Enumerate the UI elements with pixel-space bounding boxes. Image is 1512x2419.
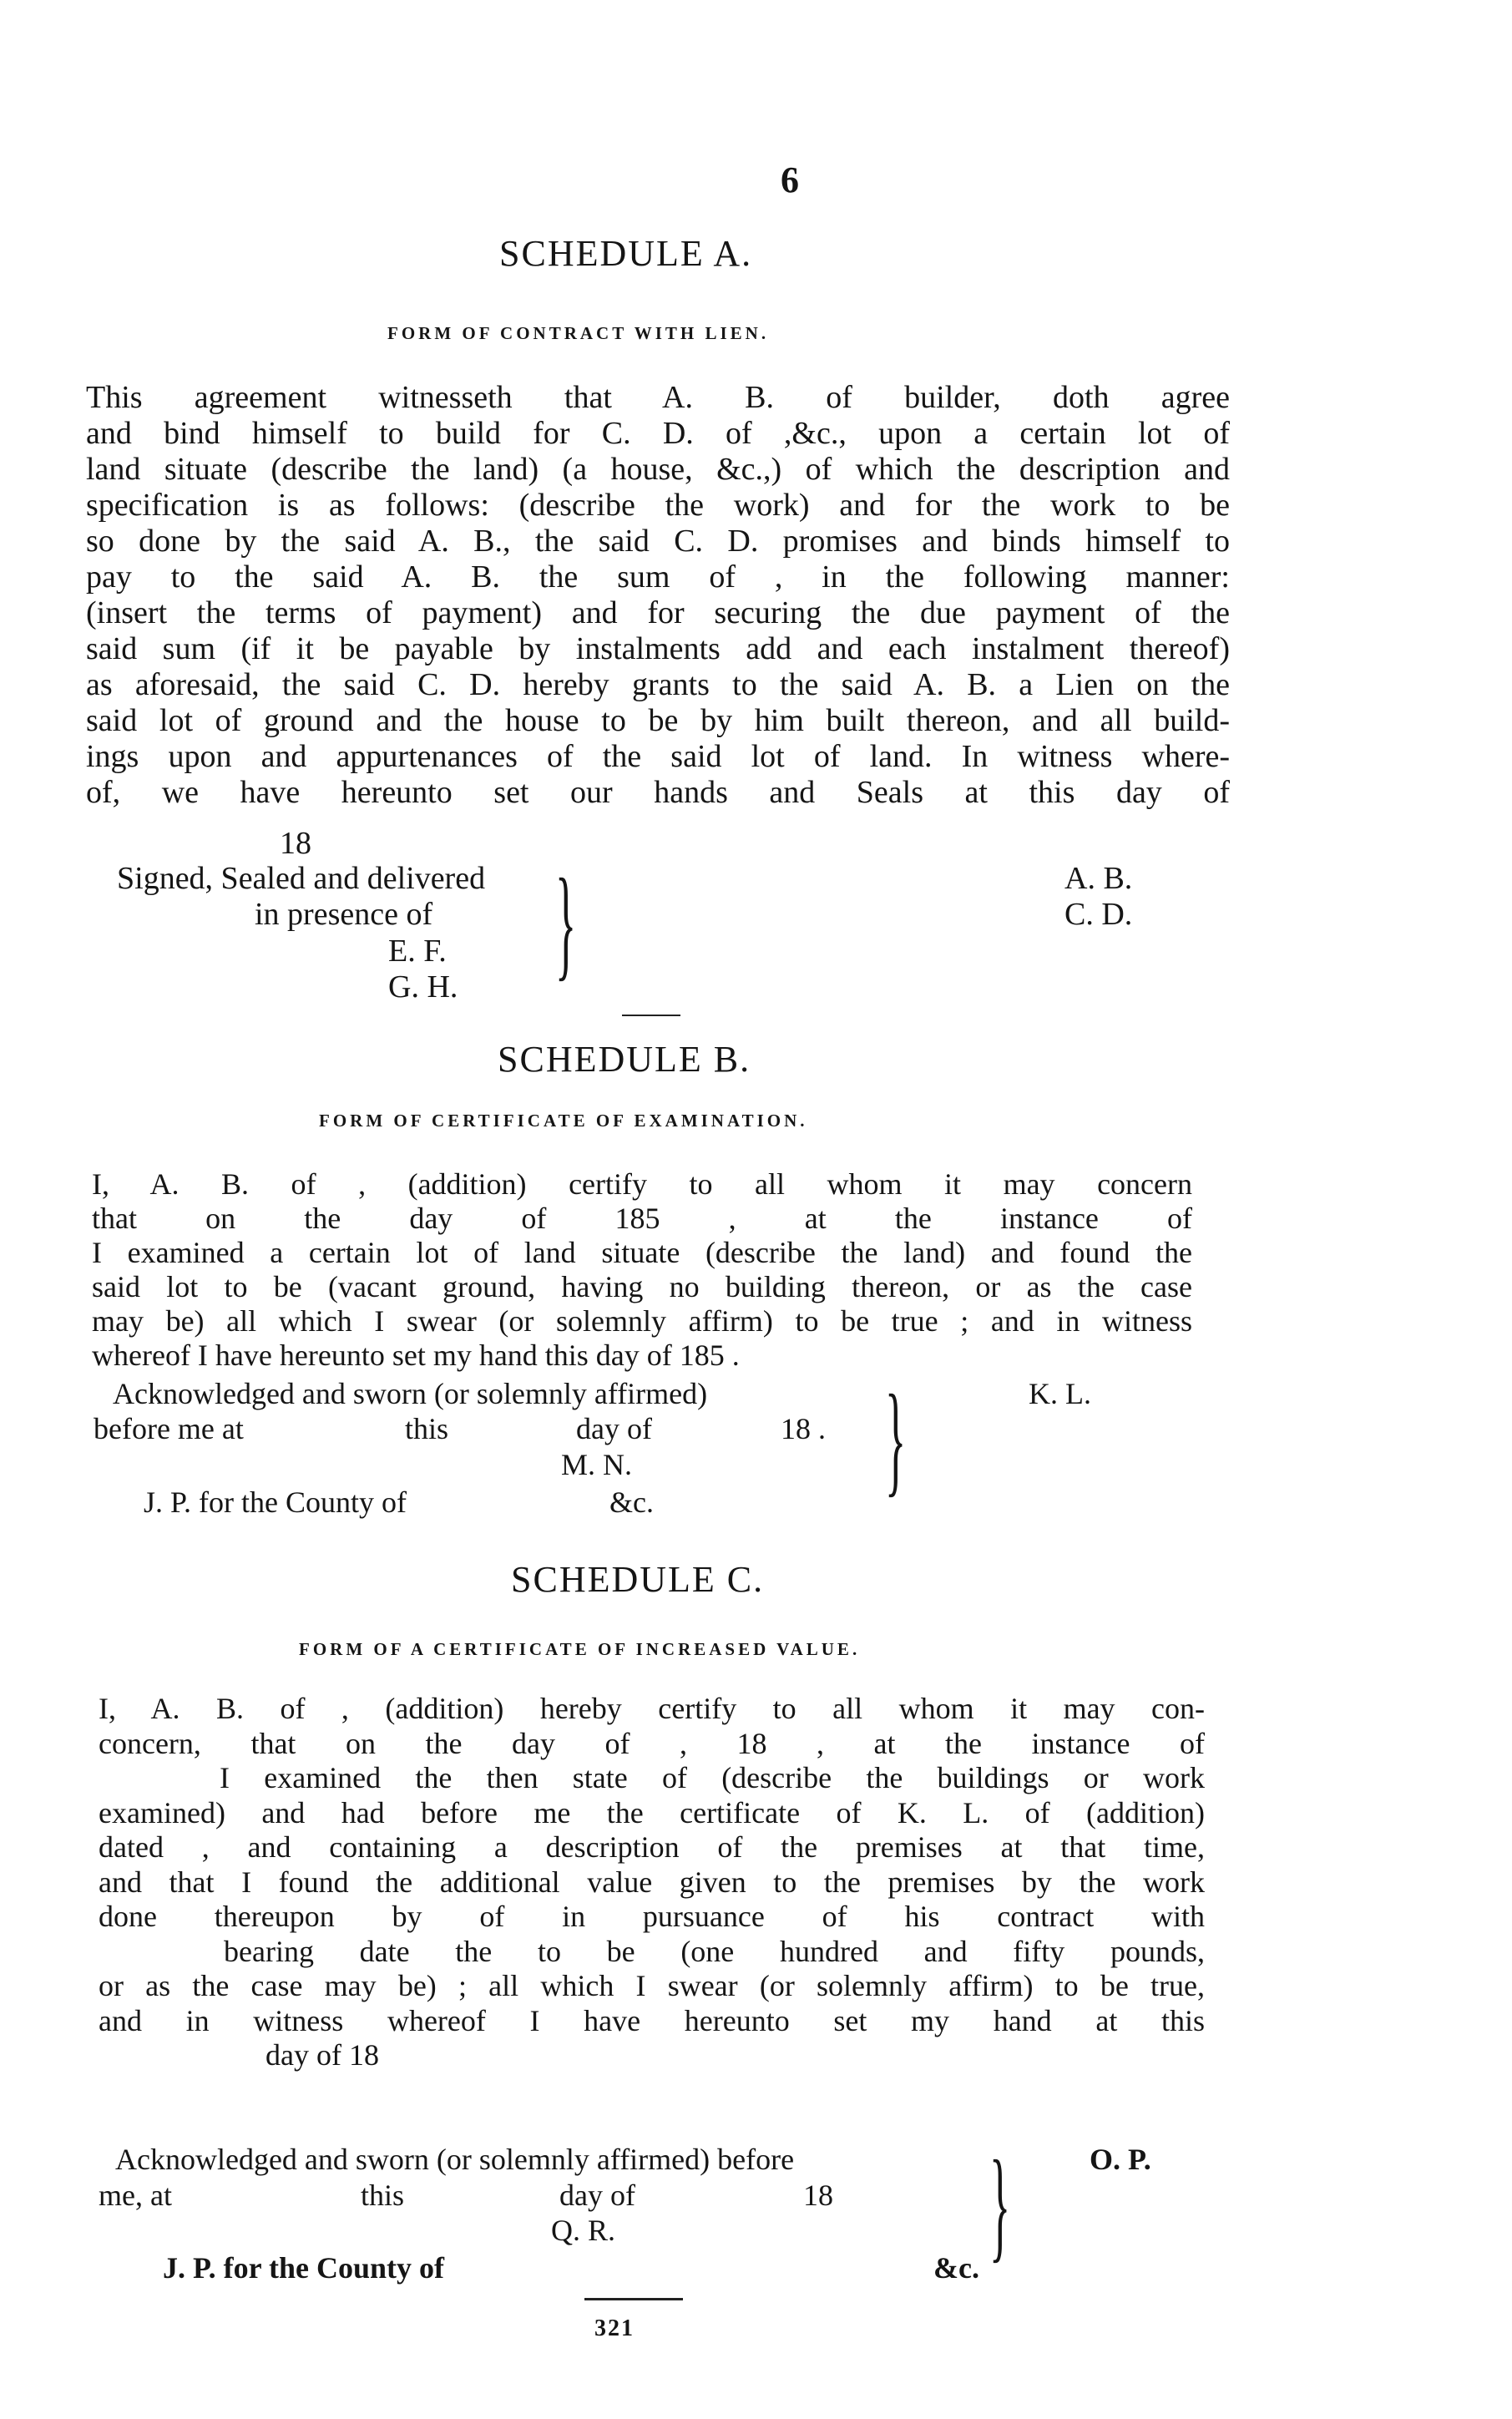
schedule-c-line: I, A. B. of , (addition) hereby certify to all whom it may con- <box>99 1692 1205 1725</box>
party-ab: A. B. <box>1064 861 1133 896</box>
schedule-a-line: so done by the said A. B., the said C. D. promises and binds himself to <box>86 524 1230 559</box>
schedule-a-line: specification is as follows: (describe the work) and for the work to be <box>86 488 1230 523</box>
schedule-b-subheading: FORM OF CERTIFICATE OF EXAMINATION. <box>319 1111 808 1131</box>
schedule-b-ack-line: Acknowledged and sworn (or solemnly affirmed) <box>113 1377 708 1410</box>
signed-sealed-line: Signed, Sealed and delivered <box>117 861 486 896</box>
schedule-c-body <box>99 1692 1205 2073</box>
schedule-a-line: ings upon and appurtenances of the said lot of land. In witness where- <box>86 739 1230 774</box>
schedule-c-etc: &c. <box>933 2251 979 2285</box>
schedule-b-day-of: day of <box>576 1412 652 1445</box>
schedule-c-line: concern, that on the day of , 18 , at the instance of <box>99 1726 1205 1760</box>
schedule-b-officer: M. N. <box>561 1448 633 1481</box>
schedule-a-line: as aforesaid, the said C. D. hereby grants to the said A. B. a Lien on the <box>86 667 1230 702</box>
schedule-c-year: 18 <box>803 2179 833 2212</box>
schedule-c-heading: SCHEDULE C. <box>511 1559 765 1600</box>
schedule-a-year: 18 <box>280 826 311 861</box>
footer-mark: 321 <box>594 2315 635 2341</box>
schedule-a-line: said sum (if it be payable by instalments add and each instalment thereof) <box>86 631 1230 666</box>
schedule-b-line: said lot to be (vacant ground, having no building thereon, or as the case <box>92 1270 1192 1303</box>
schedule-b-heading: SCHEDULE B. <box>498 1039 751 1080</box>
schedule-a-body <box>86 380 1230 811</box>
schedule-c-signer: O. P. <box>1090 2143 1151 2176</box>
schedule-b-line: I examined a certain lot of land situate (describe the land) and found the <box>92 1236 1192 1269</box>
schedule-b-line: I, A. B. of , (addition) certify to all whom it may concern <box>92 1167 1192 1201</box>
schedule-a-line: pay to the said A. B. the sum of , in the following manner: <box>86 559 1230 595</box>
witness-ef: E. F. <box>388 934 447 969</box>
brace-glyph: } <box>555 853 577 992</box>
schedule-b-this: this <box>405 1412 449 1445</box>
schedule-c-line: examined) and had before me the certificate of K. L. of (addition) <box>99 1795 1205 1829</box>
in-presence-line: in presence of <box>255 897 433 932</box>
schedule-c-day-of: day of <box>559 2179 635 2212</box>
schedule-c-line: I examined the then state of (describe the buildings or work <box>220 1761 1205 1794</box>
schedule-b-jp-line: J. P. for the County of <box>144 1485 407 1519</box>
schedule-b-line: may be) all which I swear (or solemnly affirm) to be true ; and in witness <box>92 1304 1192 1338</box>
schedule-b-signer: K. L. <box>1029 1377 1091 1410</box>
schedule-b-before-me: before me at <box>94 1412 244 1445</box>
divider <box>622 1015 680 1016</box>
witness-gh: G. H. <box>388 969 458 1005</box>
schedule-c-officer: Q. R. <box>551 2214 616 2247</box>
schedule-b-etc: &c. <box>609 1485 654 1519</box>
schedule-a-line: This agreement witnesseth that A. B. of builder, doth agree <box>86 380 1230 415</box>
schedule-c-line: day of 18 <box>265 2038 379 2072</box>
brace-glyph: } <box>989 2135 1011 2274</box>
party-cd: C. D. <box>1064 897 1133 932</box>
brace-glyph: } <box>885 1369 907 1508</box>
schedule-c-line: and that I found the additional value given to the premises by the work <box>99 1865 1205 1899</box>
schedule-c-jp-line: J. P. for the County of <box>163 2251 445 2285</box>
schedule-a-line: and bind himself to build for C. D. of ,&c., upon a certain lot of <box>86 416 1230 451</box>
footer-rule <box>584 2298 683 2300</box>
schedule-c-line: dated , and containing a description of the premises at that time, <box>99 1830 1205 1864</box>
schedule-c-line: done thereupon by of in pursuance of his contract with <box>99 1900 1205 1933</box>
schedule-a-line: (insert the terms of payment) and for securing the due payment of the <box>86 595 1230 630</box>
schedule-a-heading: SCHEDULE A. <box>499 233 753 274</box>
schedule-a-line: of, we have hereunto set our hands and Seals at this day of <box>86 775 1230 810</box>
page-mark: 6 <box>781 159 799 200</box>
schedule-c-ack-line: Acknowledged and sworn (or solemnly affirmed) before <box>115 2143 795 2176</box>
schedule-b-line: whereof I have hereunto set my hand this day of 185 . <box>92 1339 740 1372</box>
schedule-a-subheading: FORM OF CONTRACT WITH LIEN. <box>387 323 770 343</box>
schedule-c-this: this <box>361 2179 405 2212</box>
schedule-c-line: bearing date the to be (one hundred and fifty pounds, <box>224 1934 1205 1968</box>
schedule-c-line: and in witness whereof I have hereunto set my hand at this <box>99 2003 1205 2037</box>
schedule-c-me-at: me, at <box>99 2179 172 2212</box>
schedule-b-body <box>92 1167 1192 1373</box>
schedule-a-line: said lot of ground and the house to be by him built thereon, and all build- <box>86 703 1230 738</box>
schedule-b-line: that on the day of 185 , at the instance of <box>92 1202 1192 1235</box>
schedule-a-line: land situate (describe the land) (a house, &c.,) of which the description and <box>86 452 1230 487</box>
schedule-c-subheading: FORM OF A CERTIFICATE OF INCREASED VALUE. <box>299 1639 861 1659</box>
schedule-b-year: 18 . <box>781 1412 826 1445</box>
schedule-c-line: or as the case may be) ; all which I swear (or solemnly affirm) to be true, <box>99 1969 1205 2002</box>
